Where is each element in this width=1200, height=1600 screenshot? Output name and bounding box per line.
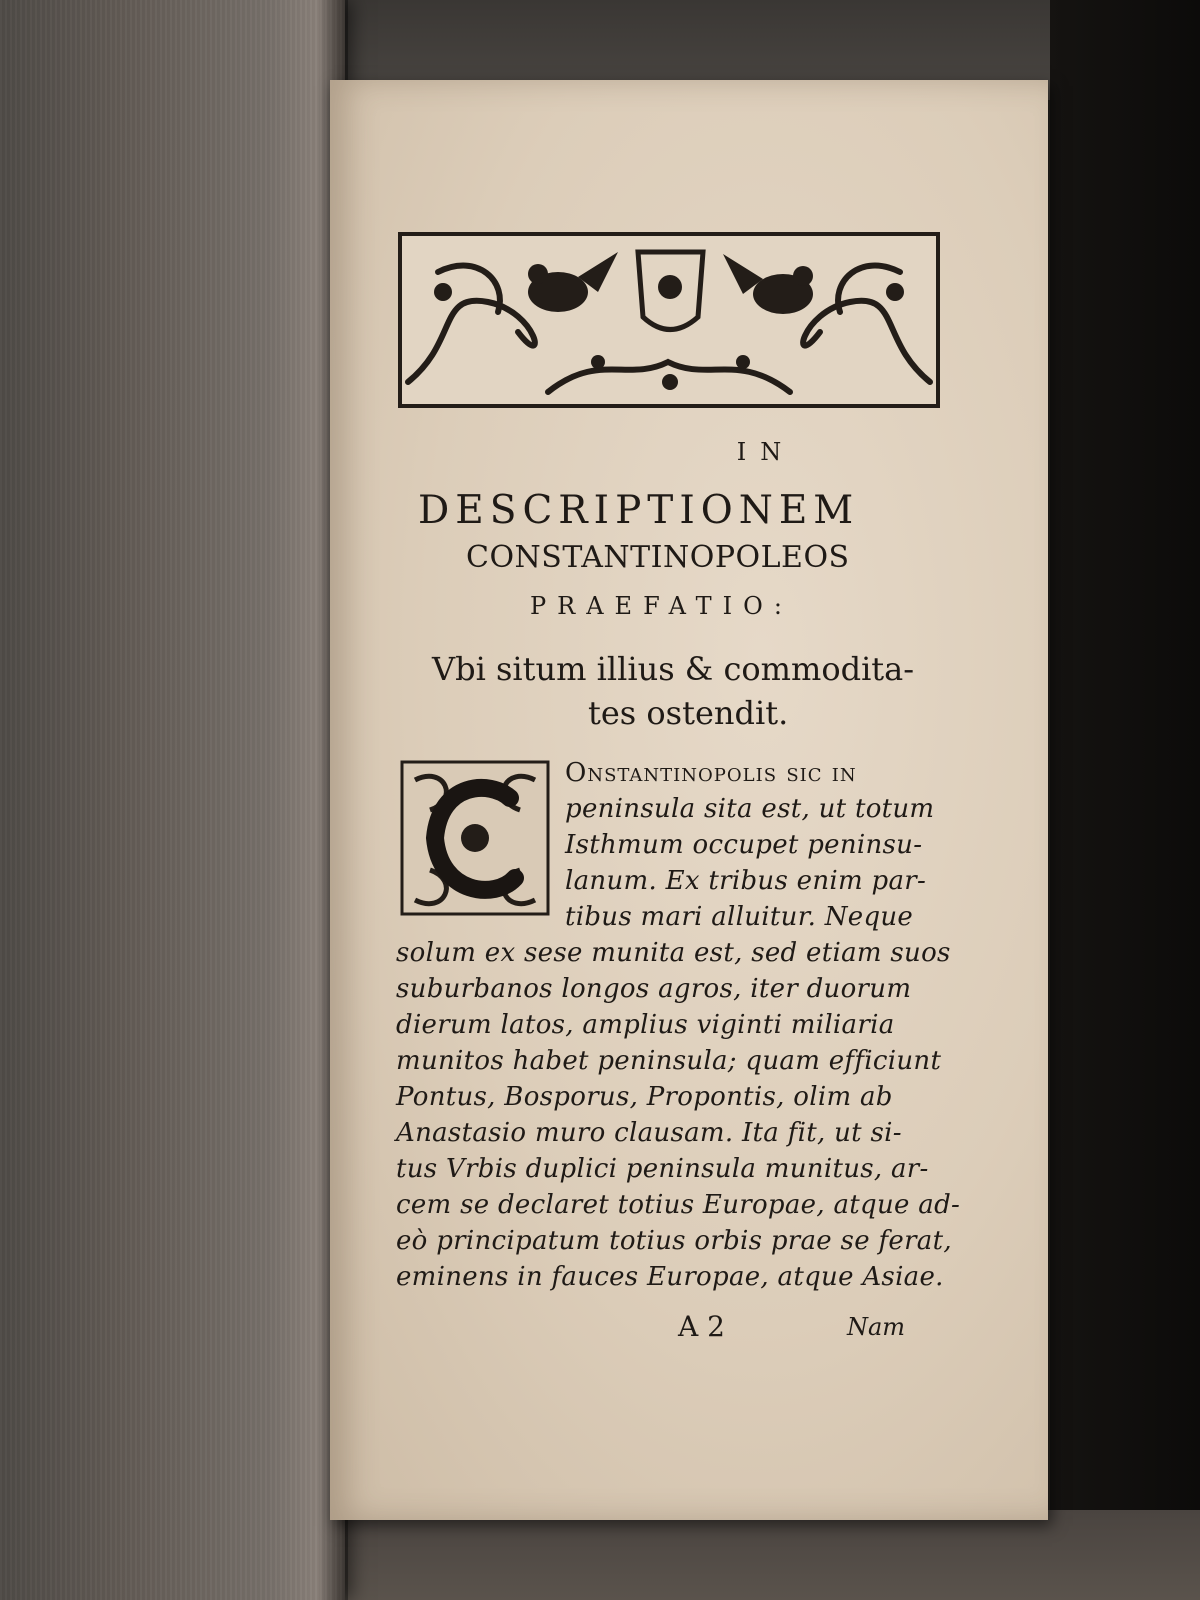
body-line: Pontus, Bosporus, Propontis, olim ab [396,1082,893,1112]
heading-praefatio: PRAEFATIO: [530,592,793,620]
body-line: eò principatum totius orbis prae se ferat, [396,1226,952,1256]
body-line: dierum latos, amplius viginti miliaria [396,1010,895,1040]
heading-constantinopoleos: CONSTANTINOPOLEOS [466,540,850,575]
body-line: Onstantinopolis sic in [565,758,857,788]
body-line: cem se declaret totius Europae, atque ad- [396,1190,961,1220]
catchword: Nam [847,1313,906,1341]
heading-descriptionem: DESCRIPTIONEM [418,488,860,533]
body-line: munitos habet peninsula; quam efficiunt [396,1046,942,1076]
background-right [1050,0,1200,1600]
body-line: eminens in fauces Europae, atque Asiae. [396,1262,944,1292]
body-line: Anastasio muro clausam. Ita fit, ut si- [396,1118,902,1148]
body-line: tibus mari alluitur. Neque [565,902,914,932]
body-line: tus Vrbis duplici peninsula munitus, ar- [396,1154,929,1184]
headpiece-ornament [398,232,940,408]
subtitle-line-1: Vbi situm illius & commodita- [432,650,915,688]
subtitle-line-2: tes ostendit. [588,694,789,732]
body-line: peninsula sita est, ut totum [565,794,935,824]
decorated-initial-c [400,760,550,916]
background-bottom [300,1510,1200,1600]
body-line: solum ex sese munita est, sed etiam suos [396,938,951,968]
body-line: lanum. Ex tribus enim par- [565,866,927,896]
body-line: suburbanos longos agros, iter duorum [396,974,912,1004]
book-cover [0,0,345,1600]
heading-in: IN [736,438,796,466]
body-line: Isthmum occupet peninsu- [565,830,923,860]
signature-mark: A 2 [678,1310,725,1343]
